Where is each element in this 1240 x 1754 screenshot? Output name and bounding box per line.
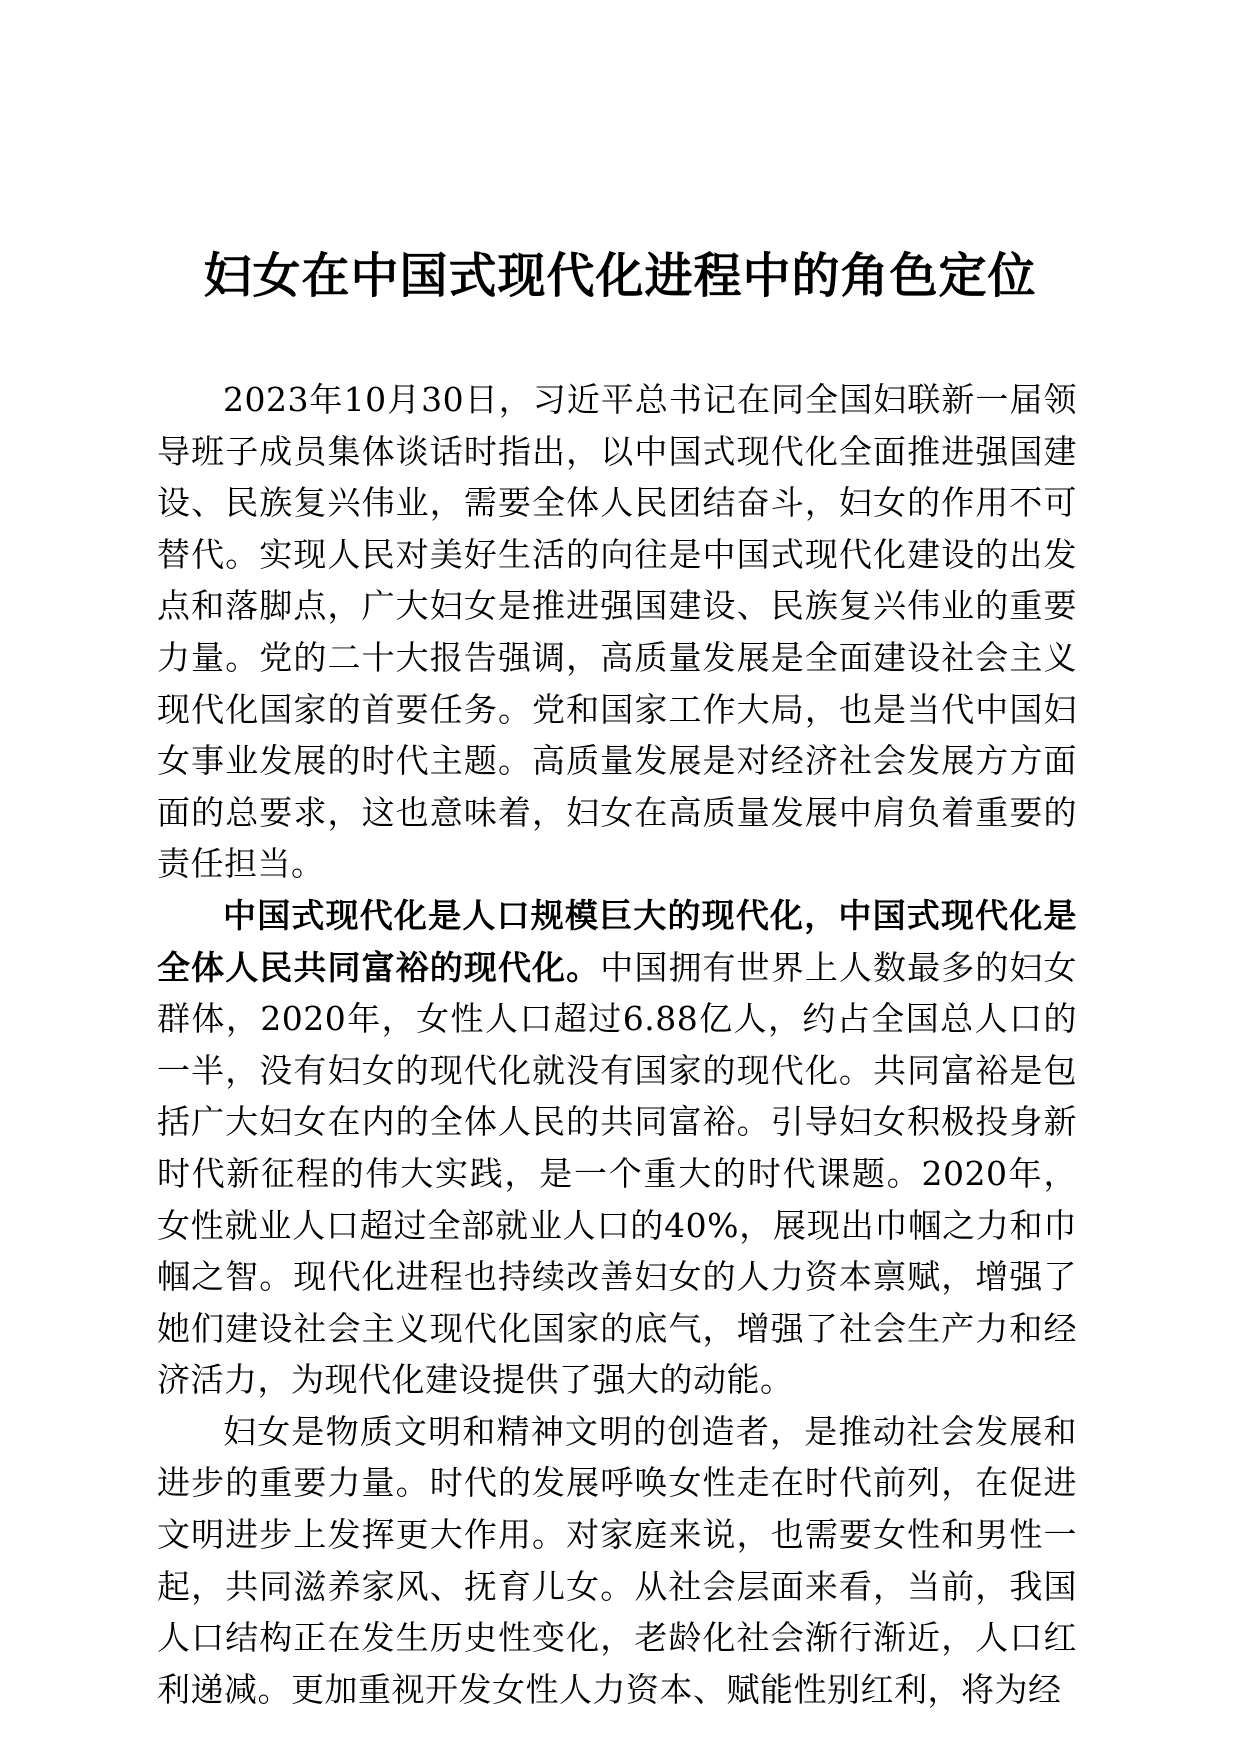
paragraph-2-bold-lead: 中国式现代化是人口规模巨大的现代化，中国式现代化是全体人民共同富裕的现代化。 xyxy=(157,895,1077,987)
paragraph-1-text: 2023年10月30日，习近平总书记在同全国妇联新一届领导班子成员集体谈话时指出，以中国式现代化全面推进强国建设、民族复兴伟业，需要全体人民团结奋斗，妇女的作用不可替代。实现人民对美好生活的向往是中国式现代化建设的出发点和落脚点，广大妇女是推进强国建设、民族复兴伟业的重要力量。党的二十大报告强调，高质量发展是全面建设社会主义现代化国家的首要任务。党和国家工作大局，也是当代中国妇女事业发展的时代主题。高质量发展是对经济社会发展方方面面的总要求，这也意味着，妇女在高质量发展中肩负着重要的责任担当。 xyxy=(157,380,1077,884)
paragraph-3-text: 妇女是物质文明和精神文明的创造者，是推动社会发展和进步的重要力量。时代的发展呼唤女性走在时代前列，在促进文明进步上发挥更大作用。对家庭来说，也需要女性和男性一起，共同滋养家风、抚育儿女。从社会层面来看，当前，我国人口结构正在发生历史性变化，老龄化社会渐行渐近，人口红利递减。更加重视开发女性人力资本、赋能性别红利，将为经 xyxy=(157,1411,1077,1709)
paragraph-1 xyxy=(157,374,1077,890)
paragraph-2-text: 中国拥有世界上人数最多的妇女群体，2020年，女性人口超过6.88亿人，约占全国总人口的一半，没有妇女的现代化就没有国家的现代化。共同富裕是包括广大妇女在内的全体人民的共同富裕。引导妇女积极投身新时代新征程的伟大实践，是一个重大的时代课题。2020年，女性就业人口超过全部就业人口的40%，展现出巾帼之力和巾帼之智。现代化进程也持续改善妇女的人力资本禀赋，增强了她们建设社会主义现代化国家的底气，增强了社会生产力和经济活力，为现代化建设提供了强大的动能。 xyxy=(157,947,1078,1400)
document-body xyxy=(157,374,1077,1715)
paragraph-2 xyxy=(157,890,1077,1406)
document-title: 妇女在中国式现代化进程中的角色定位 xyxy=(203,248,1037,304)
paragraph-3 xyxy=(157,1406,1077,1716)
